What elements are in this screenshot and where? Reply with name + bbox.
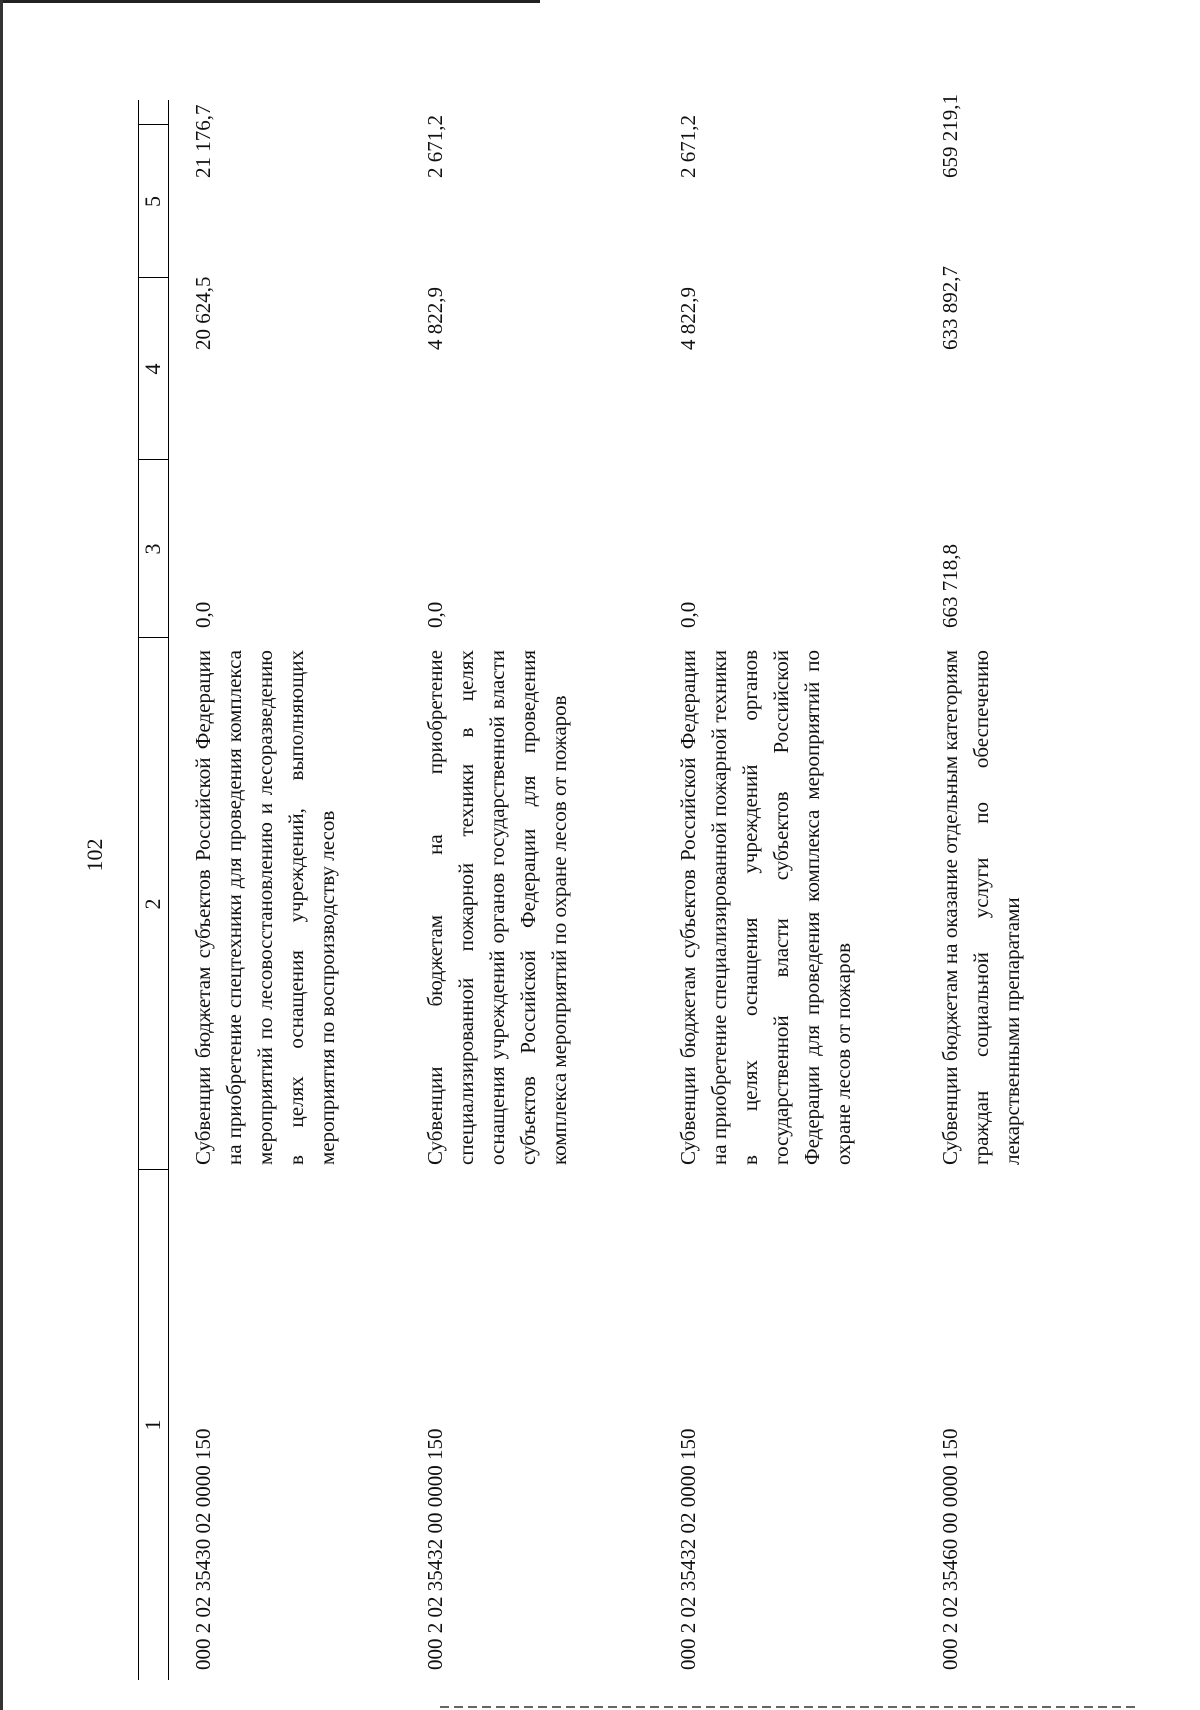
row-value-col3: 0,0 [191, 601, 215, 628]
row-value-col3: 0,0 [676, 601, 700, 628]
row-value-col5: 2 671,2 [423, 115, 447, 178]
row-value-col5: 659 219,1 [938, 94, 962, 178]
header-rule-top [138, 100, 139, 1680]
row-value-col4: 4 822,9 [676, 287, 700, 350]
column-header-3: 3 [140, 543, 165, 555]
row-code: 000 2 02 35430 02 0000 150 [191, 1428, 215, 1670]
column-header-4: 4 [140, 363, 165, 375]
column-header-2: 2 [140, 898, 165, 910]
row-value-col3: 0,0 [423, 601, 447, 628]
table-header [138, 0, 170, 1710]
row-value-col5: 2 671,2 [676, 115, 700, 178]
column-header-1: 1 [140, 1419, 165, 1431]
row-value-col4: 20 624,5 [191, 276, 215, 350]
column-header-5: 5 [140, 196, 165, 207]
row-name: Субвенции бюджетам на приобретение специализированной пожарной техники в целях оснащения учреждений органов государственной власти субъектов Российской Федерации для проведения комплекса мероприятий по охране лесов от пожаров [423, 650, 571, 1165]
row-code: 000 2 02 35432 02 0000 150 [676, 1428, 700, 1670]
row-name: Субвенции бюджетам субъектов Российской Федерации на приобретение спецтехники для проведения комплекса мероприятий по лесовосстановлению и лесоразведению в целях оснащения учреждений, выполняющих мероприятия по воспроизводству лесов [191, 650, 339, 1165]
header-rule-bottom [168, 100, 169, 1680]
row-value-col4: 4 822,9 [423, 287, 447, 350]
row-value-col3: 663 718,8 [938, 544, 962, 628]
row-name: Субвенции бюджетам субъектов Российской Федерации на приобретение специализированной пожарной техники в целях оснащения учреждений органов государственной власти субъектов Российской Федерации для проведения комплекса мероприятий по охране лесов от пожаров [676, 650, 855, 1165]
row-code: 000 2 02 35432 00 0000 150 [423, 1428, 447, 1670]
row-code: 000 2 02 35460 00 0000 150 [938, 1428, 962, 1670]
page-number: 102 [82, 838, 107, 872]
row-name: Субвенции бюджетам на оказание отдельным категориям граждан социальной услуги по обеспечению лекарственными препаратами [938, 650, 1024, 1165]
row-value-col5: 21 176,7 [191, 104, 215, 178]
row-value-col4: 633 892,7 [938, 266, 962, 350]
